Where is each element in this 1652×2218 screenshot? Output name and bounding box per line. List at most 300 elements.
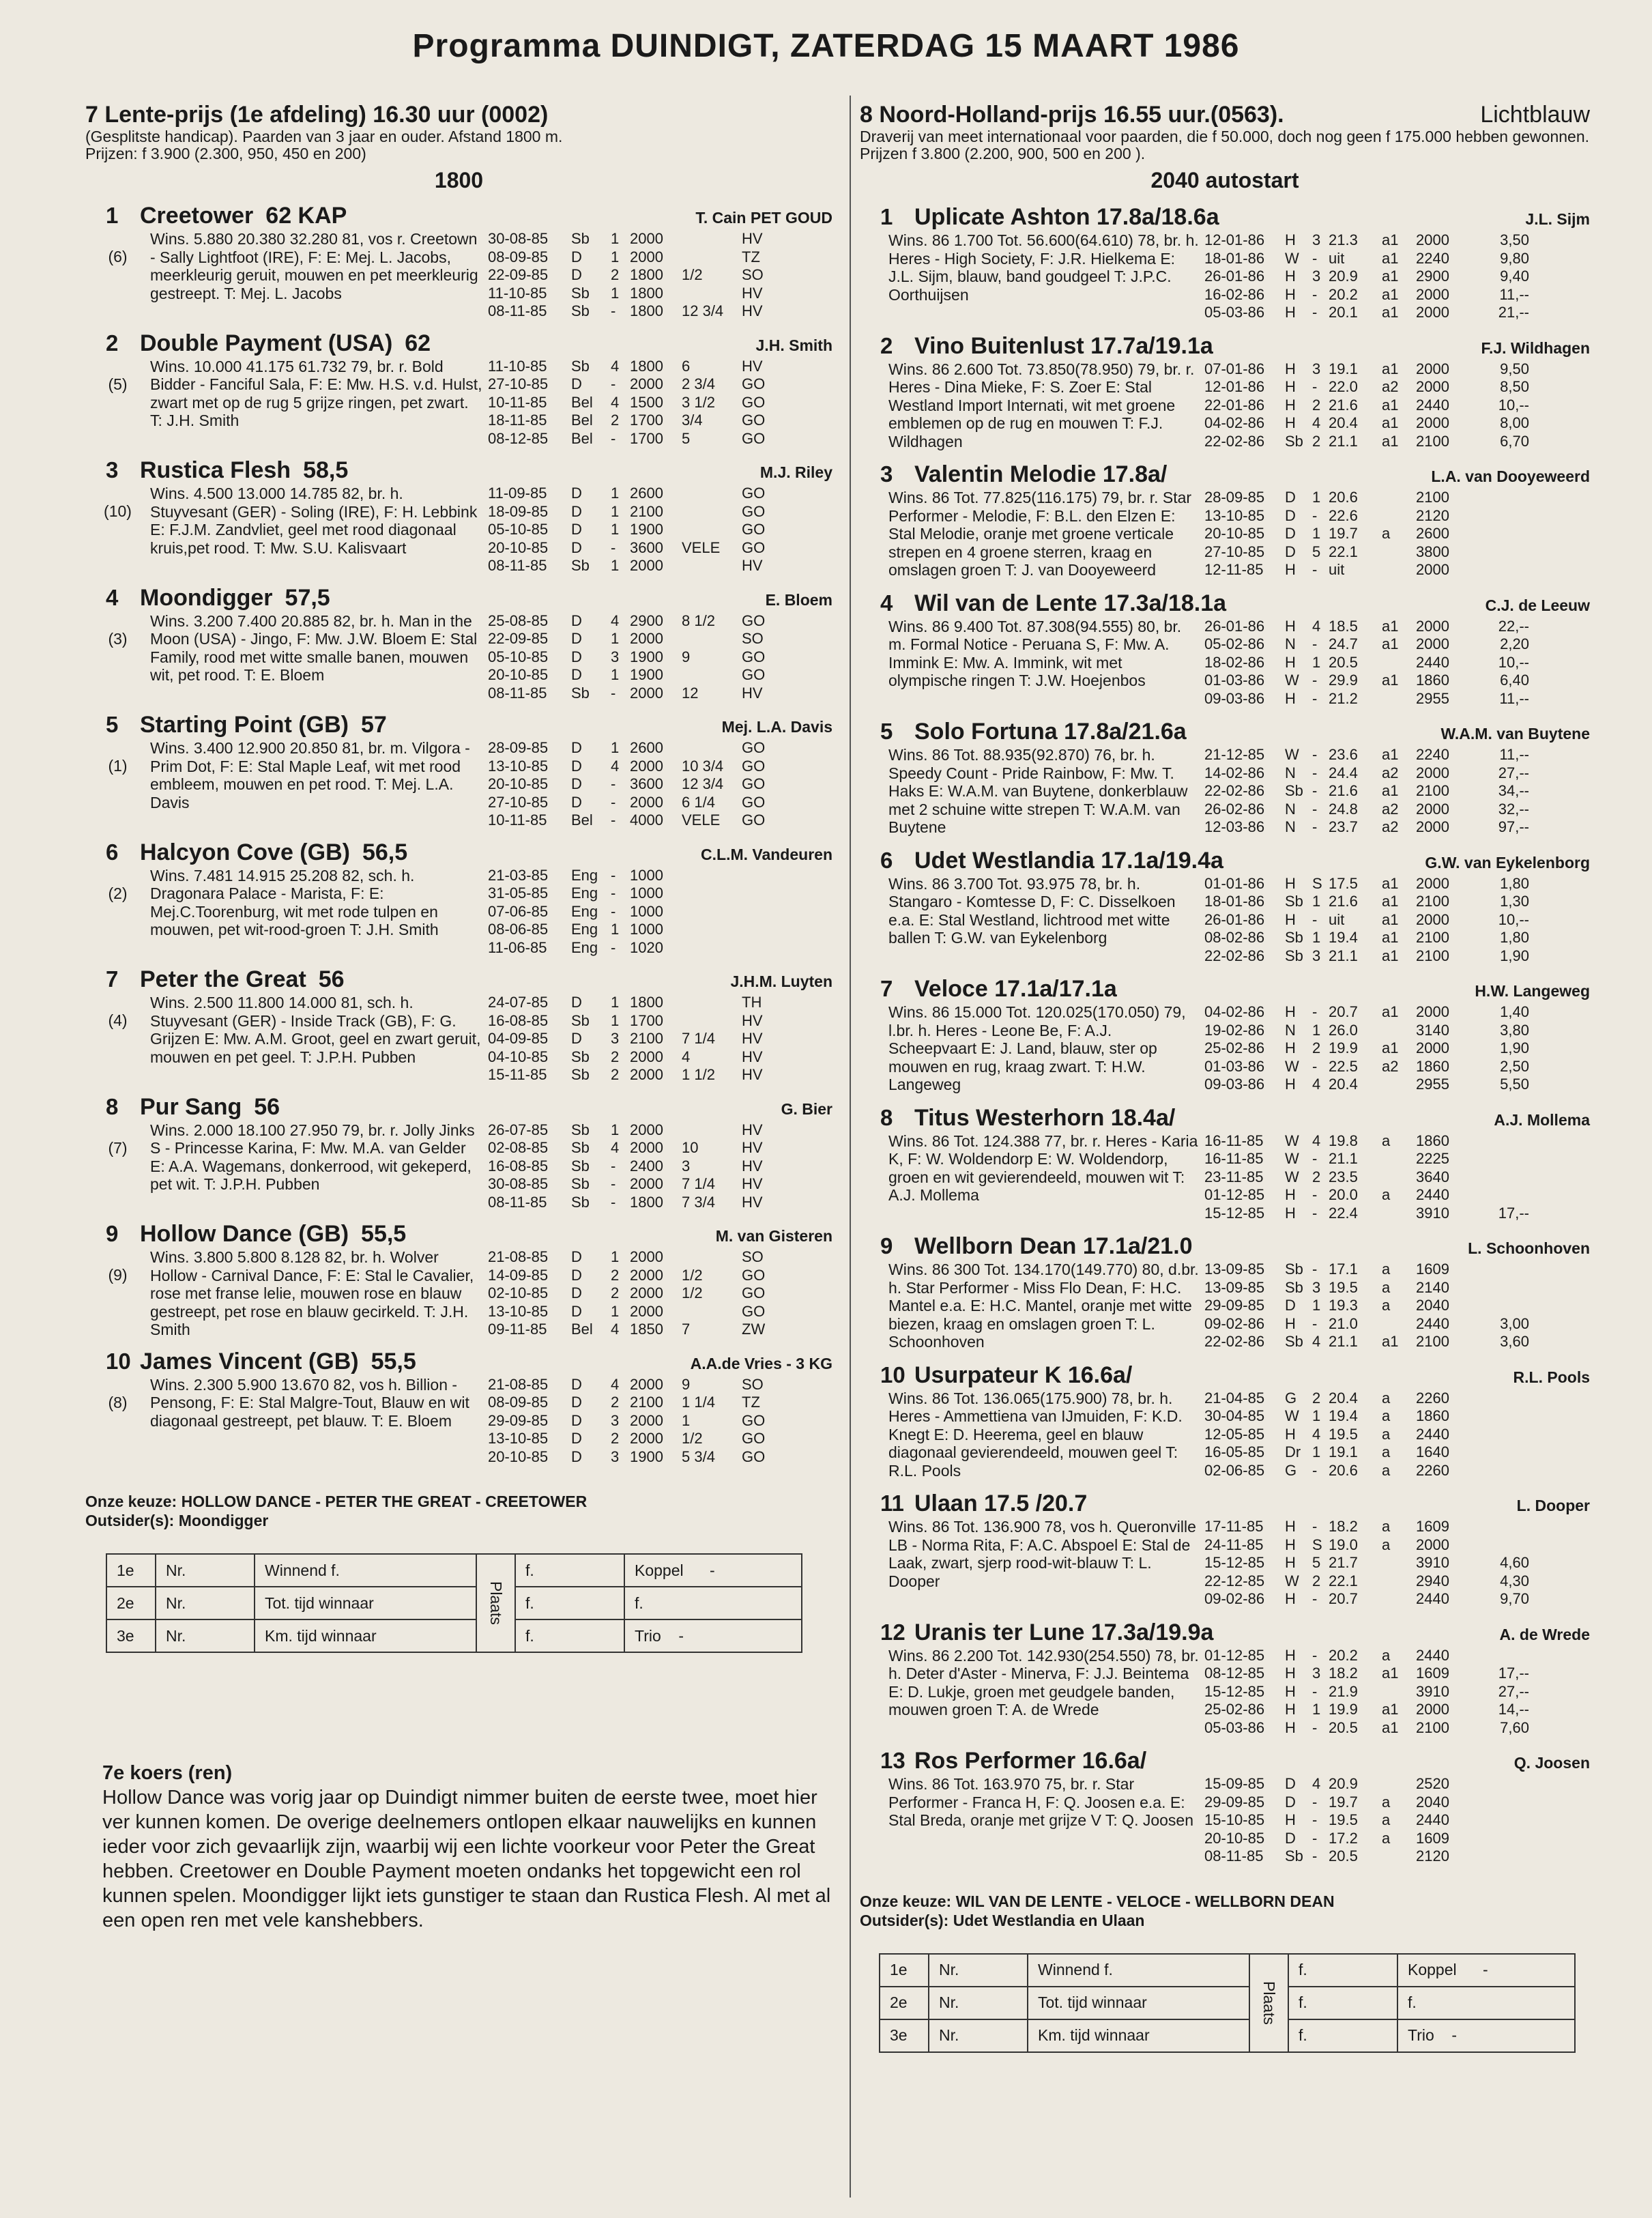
start-field: 18-01-86 [1204,249,1265,267]
horse-trainer: Mej. L.A. Davis [721,718,832,736]
start-field: 3 [611,648,620,665]
start-field: 2600 [630,485,663,502]
start-row [488,503,832,521]
start-field: 1 [611,485,620,502]
start-field: 5,50 [1500,1076,1529,1093]
start-field: 1/2 [682,1430,703,1447]
start-field: 20.9 [1329,268,1358,285]
start-row [1204,635,1590,654]
start-field: 2440 [1416,1186,1449,1203]
start-row [1204,1830,1590,1848]
start-field: 10 [682,1139,699,1156]
start-field: a1 [1382,285,1399,303]
start-field: - [1312,635,1318,652]
start-row [1204,911,1590,930]
plaats-f-3: f. [1288,2019,1397,2052]
horse-description: Wins. 5.880 20.380 32.280 81, vos r. Creetown - Sally Lightfoot (IRE), F: E: Mej. L. Jacobs, meerkleurig geruit, mouwen en pet meerkleurig gestreept. T: Mej. L. Jacobs [150,230,478,302]
start-field: 2000 [630,1248,663,1265]
start-row [488,775,832,794]
start-field: 22.4 [1329,1204,1358,1222]
start-field: 18-01-86 [1204,893,1265,910]
start-field: 8 1/2 [682,611,715,629]
horse-entry [860,848,1590,966]
start-row [1204,1315,1590,1334]
horse-body [860,746,1590,837]
start-field [682,1248,742,1267]
start-field: 1 [611,502,620,520]
horse-trainer: E. Bloem [765,590,832,609]
start-field: 20.4 [1329,1076,1358,1093]
start-field [1481,543,1529,562]
horse-starts [1204,360,1590,451]
start-field: HV [742,1139,763,1156]
horse-name: Pur Sang [140,1093,242,1120]
horse-trainer: J.L. Sijm [1525,210,1590,228]
start-field: - [1312,378,1318,395]
start-field: 21.9 [1329,1682,1358,1700]
start-row [1204,268,1590,286]
start-field: W [1285,746,1299,763]
start-field: 07-01-86 [1204,360,1265,377]
start-field: 2260 [1416,1389,1449,1407]
race-8-title: 8 Noord-Holland-prijs 16.55 uur.(0563). [860,102,1284,128]
start-field: a [1382,1461,1391,1479]
horse-starts [1204,1003,1590,1094]
start-field: - [611,938,616,956]
plaats-f-3: f. [515,1619,624,1652]
start-row [1204,378,1590,397]
start-field: 3 [1312,947,1321,964]
horse-description: Wins. 86 1.700 Tot. 56.600(64.610) 78, br. h. Heres - High Society, F: J.R. Hielkema E: J.L. Sijm, blauw, band goudgeel T: J.P.C. Oorthuijsen [888,231,1199,304]
start-field: a [1382,1443,1391,1460]
horse-entry [85,457,832,575]
start-field: Sb [571,1011,590,1029]
start-field [682,903,742,921]
start-field: 1000 [630,902,663,920]
horse-number: 2 [880,332,893,358]
start-field: D [571,266,582,283]
start-field: uit [1329,561,1345,578]
start-field: SO [742,266,764,283]
start-field: 30-08-85 [488,1175,549,1192]
start-field: 2 [1312,1039,1321,1056]
start-row [1204,525,1590,543]
start-row [488,1448,832,1467]
start-field: 5 3/4 [682,1448,715,1465]
start-field: GO [742,739,766,756]
start-field: 15-10-85 [1204,1811,1265,1828]
start-row [1204,1443,1590,1462]
start-field: 20-10-85 [488,1448,549,1465]
start-field: 2000 [1416,304,1449,321]
horse-body [860,1518,1590,1609]
start-field: Eng [571,902,598,920]
start-field: 3600 [630,775,663,792]
start-field: D [571,757,582,775]
start-field: 22-12-85 [1204,1572,1265,1589]
start-field: H [1285,1701,1296,1718]
start-field: 4 [611,611,620,629]
start-field: 21.6 [1329,782,1358,799]
start-field: D [1285,1297,1296,1314]
horse-trainer: A.J. Mollema [1494,1110,1590,1129]
horse-trainer: Q. Joosen [1513,1754,1590,1772]
start-field: - [1312,782,1318,799]
horse-entry [860,1233,1590,1351]
start-field: a [1382,1536,1391,1553]
start-field: D [1285,525,1296,542]
start-field: 16-08-85 [488,1011,549,1029]
start-field: 27-10-85 [488,375,549,392]
start-field: 20.5 [1329,653,1358,671]
race-8-color: Lichtblauw [1480,102,1590,128]
start-field: 09-02-86 [1204,1314,1265,1332]
start-field: 2100 [630,502,663,520]
start-field [1481,1830,1529,1848]
horse-weight: 57,5 [285,584,330,611]
start-field: D [1285,543,1296,560]
horse-name: Peter the Great [140,966,306,992]
start-field: - [611,538,616,556]
start-field: H [1285,1204,1296,1222]
horse-trainer: J.H. Smith [755,336,832,354]
start-field: Sb [571,357,590,375]
start-field [1481,507,1529,525]
start-field: 18-02-86 [1204,653,1265,671]
start-row [1204,360,1590,379]
start-field: D [571,521,582,538]
start-field: 1 [1312,653,1321,671]
start-field: - [1312,764,1318,781]
start-field: 11,-- [1499,746,1529,763]
start-field [1382,1076,1416,1094]
start-row [488,1248,832,1267]
start-field: - [1312,1057,1318,1075]
horse-number: 9 [106,1221,119,1246]
horse-number: 8 [106,1093,119,1119]
start-field: 21.1 [1329,1333,1358,1350]
start-field: HV [742,1048,763,1065]
start-field: Sb [571,1175,590,1192]
start-field [682,230,742,248]
start-field: GO [742,1266,766,1284]
horse-name: Uplicate Ashton 17.8a/18.6a [914,204,1219,230]
start-field: GO [742,1284,766,1301]
start-field: 18-11-85 [488,412,547,429]
start-field: 08-09-85 [488,248,549,265]
start-field: 2 [611,1066,620,1083]
start-field: 15-12-85 [1204,1204,1265,1222]
start-field: Sb [571,1157,590,1175]
horse-header [85,839,832,867]
start-field: 1 [611,1011,620,1029]
start-field: H [1285,1518,1296,1535]
start-row [488,903,832,921]
start-field: 2120 [1416,506,1449,524]
start-field: GO [742,775,766,792]
horse-entry [860,1748,1590,1866]
start-field: Sb [571,1048,590,1065]
koppel-f: f. [624,1587,802,1619]
start-field: 4 [611,1321,620,1338]
start-field: 2520 [1416,1775,1449,1792]
start-field: 26-02-86 [1204,800,1265,818]
start-field: 21.6 [1329,396,1358,414]
start-field: 3,50 [1500,231,1529,248]
koppel-label [1397,1954,1575,1987]
start-field: 2 [611,1284,620,1301]
horse-weight: 56,5 [362,839,408,865]
start-field: HV [742,230,763,247]
race-8-entries [860,204,1590,1866]
start-field: D [571,502,582,520]
start-field: 1900 [630,666,663,683]
horse-body [85,1248,832,1339]
start-field: 3140 [1416,1021,1449,1039]
start-field [1481,525,1529,543]
start-field [1382,1168,1416,1187]
start-field: Eng [571,938,598,956]
start-row [488,430,832,448]
horse-header [860,1362,1590,1389]
start-field: 20.5 [1329,1718,1358,1736]
start-field: D [571,1411,582,1429]
start-row [488,939,832,957]
start-field: 3 1/2 [682,393,715,411]
trio-label [1397,2019,1575,2052]
start-row [1204,947,1590,966]
start-field: 2000 [1416,378,1449,395]
start-field [682,503,742,521]
start-field: a1 [1382,396,1399,414]
start-field: 19.7 [1329,1793,1358,1811]
start-row [1204,1186,1590,1205]
kmtijd-label: Km. tijd winnaar [1028,2019,1249,2052]
start-field: 2000 [630,1266,663,1284]
start-field: - [1312,561,1318,578]
start-field: a [1382,1518,1391,1535]
start-field: 21-12-85 [1204,746,1265,763]
start-field: GO [742,538,766,556]
start-field: 1 [611,666,620,683]
start-field: - [1312,689,1318,707]
start-field: 24.8 [1329,800,1358,818]
start-field: 19.3 [1329,1297,1358,1314]
horse-name: Starting Point (GB) [140,712,349,738]
start-field: 3 [1312,360,1321,377]
start-field: 09-03-86 [1204,1076,1265,1093]
start-field: 2000 [630,1411,663,1429]
start-field: 21.1 [1329,432,1358,450]
horse-body [860,1003,1590,1094]
start-field: a [1382,1389,1391,1407]
horse-description: Wins. 2.500 11.800 14.000 81, sch. h. Stuyvesant (GER) - Inside Track (GB), F: G. Grijzen E: Mw. A.M. Groot, geel en zwart geruit, mouwen en pet geel. T: J.P.H. Pubben [150,994,481,1066]
start-field: 1,80 [1500,874,1529,892]
start-field: - [1312,818,1318,835]
start-field [1481,1132,1529,1151]
horse-post: (9) [108,1266,128,1284]
start-field: 19.8 [1329,1132,1358,1149]
horse-description: Wins. 86 3.700 Tot. 93.975 78, br. h. Stangaro - Komtesse D, F: C. Disselkoen e.a. E: Stal Westland, lichtrood met witte ballen T: G.W. van Eykelenborg [888,874,1176,947]
nr-label: Nr. [156,1554,255,1587]
start-field: 22.6 [1329,506,1358,524]
start-field: 2120 [1416,1847,1449,1864]
start-field: 2955 [1416,1076,1449,1093]
start-field: HV [742,1066,763,1083]
start-field: 1 [611,284,620,302]
start-field: 1000 [630,866,663,884]
start-field: D [571,1448,582,1465]
start-field: 23.5 [1329,1168,1358,1185]
start-field: 2100 [1416,1333,1449,1350]
start-field: 10,-- [1498,653,1529,671]
start-field: 4 [611,757,620,775]
start-field: 1 [611,557,620,574]
start-field: 3 [1312,1665,1321,1682]
start-field: 3,80 [1500,1021,1529,1039]
start-field: 1900 [630,648,663,665]
start-field: - [611,302,616,319]
start-field: 2 [1312,1389,1321,1407]
start-field [1382,507,1416,525]
start-field: 20-10-85 [1204,525,1265,542]
start-row [1204,1389,1590,1408]
start-field: GO [742,1302,766,1320]
start-field: - [611,811,616,829]
start-field: 1/2 [682,266,703,283]
start-field: 4 [682,1048,691,1065]
start-field: 19-02-86 [1204,1021,1265,1039]
start-field: 2100 [630,1394,663,1411]
start-field: - [1312,746,1318,763]
start-field: Sb [1285,1847,1303,1864]
horse-number: 3 [880,461,893,487]
start-field: 05-03-86 [1204,304,1265,321]
start-field: 21-04-85 [1204,1389,1265,1407]
start-row [1204,304,1590,322]
start-field: 21.6 [1329,893,1358,910]
start-field: 30-04-85 [1204,1407,1265,1424]
start-field: 2000 [630,793,663,811]
start-field: 9 [682,1375,691,1393]
winnend-label: Winnend f. [255,1554,476,1587]
horse-body [85,1121,832,1212]
horse-number: 13 [880,1748,905,1773]
start-field: 29-09-85 [1204,1793,1265,1811]
start-field: a [1382,1646,1391,1664]
start-field: 25-02-86 [1204,1701,1265,1718]
start-field: 05-03-86 [1204,1718,1265,1736]
start-field [682,921,742,939]
start-field: 4 [1312,1425,1321,1443]
start-field: 26.0 [1329,1021,1358,1039]
horse-weight: 62 [405,330,431,356]
start-field: 12 [682,684,699,702]
start-field: 16-05-85 [1204,1443,1265,1460]
start-field: 11,-- [1499,285,1529,303]
start-field: H [1285,1718,1296,1736]
horse-weight: 55,5 [371,1348,416,1374]
start-field: 3 [1312,268,1321,285]
horse-description: Wins. 86 300 Tot. 134.170(149.770) 80, d.br. h. Star Performer - Miss Flo Dean, F: H.C. Mantel e.a. E: H.C. Mantel, oranje met witte biezen, kraag en omslagen groen T: L. Schoonhoven [888,1261,1199,1351]
start-field: a [1382,1261,1391,1278]
horse-name: Vino Buitenlust 17.7a/19.1a [914,332,1213,359]
horse-trainer: F.J. Wildhagen [1481,339,1590,357]
start-field: 2000 [1416,1536,1449,1553]
start-field: 3910 [1416,1682,1449,1700]
start-field: 2 [1312,432,1321,450]
horse-description: Wins. 86 Tot. 136.065(175.900) 78, br. h. Heres - Ammettiena van IJmuiden, F: K.D. Knegt E: D. Heerema, geel en blauw diagonaal gevierendeeld, mouwen geel T: R.L. Pools [888,1389,1183,1480]
start-field: D [1285,1775,1296,1792]
race-7-distance: 1800 [434,168,484,192]
start-field: 01-03-86 [1204,672,1265,689]
horse-header [85,1221,832,1248]
start-field: H [1285,1646,1296,1664]
start-field: 2000 [1416,617,1449,635]
start-field: W [1285,249,1299,267]
start-field: 1 [611,994,620,1011]
start-field: 6 [682,357,691,375]
start-field [742,921,783,939]
start-field: 02-06-85 [1204,1461,1265,1479]
horse-body [860,1389,1590,1480]
start-field: Sb [571,230,590,247]
horse-trainer: A. de Wrede [1499,1625,1590,1643]
start-field: a1 [1382,929,1399,946]
start-field: Eng [571,884,598,902]
horse-entry [860,1619,1590,1738]
horse-entry [860,204,1590,322]
start-field: 3,00 [1500,1314,1529,1332]
start-field: 1800 [630,994,663,1011]
start-field: 2000 [630,684,663,702]
start-field: a [1382,1132,1391,1149]
start-row [488,266,832,285]
result-table-8 [879,1953,1576,2053]
start-field: a1 [1382,947,1399,964]
start-field: 26-01-86 [1204,617,1265,635]
start-field: HV [742,557,763,574]
start-row [488,758,832,776]
start-field: 14-09-85 [488,1266,549,1284]
start-field: - [611,1193,616,1211]
trio-text: Trio [635,1626,661,1645]
start-field: N [1285,635,1296,652]
start-field: a1 [1382,432,1399,450]
start-field: 09-03-86 [1204,689,1265,707]
start-field: VELE [682,811,721,829]
start-field: Sb [571,284,590,302]
horse-header [85,457,832,485]
start-field [682,285,742,303]
start-field: 2000 [630,630,663,647]
horse-description: Wins. 86 Tot. 88.935(92.870) 76, br. h. Speedy Count - Pride Rainbow, F: Mw. T. Haks E: W.A.M. van Buytene, donkerblauw met 2 schuine witte strepen T: W.A.M. van Buytene [888,746,1188,836]
start-field [682,884,742,903]
start-field: 2000 [1416,874,1449,892]
start-field: 3910 [1416,1204,1449,1222]
start-field: 2600 [630,739,663,756]
start-field: a1 [1382,874,1399,892]
start-field: 1 [611,630,620,647]
start-field: H [1285,561,1296,578]
horse-header [860,333,1590,360]
start-row [1204,1572,1590,1591]
start-row [1204,543,1590,562]
start-field: - [611,1175,616,1192]
start-field: 6,70 [1500,432,1529,450]
start-field: 14-02-86 [1204,764,1265,781]
start-field: GO [742,793,766,811]
